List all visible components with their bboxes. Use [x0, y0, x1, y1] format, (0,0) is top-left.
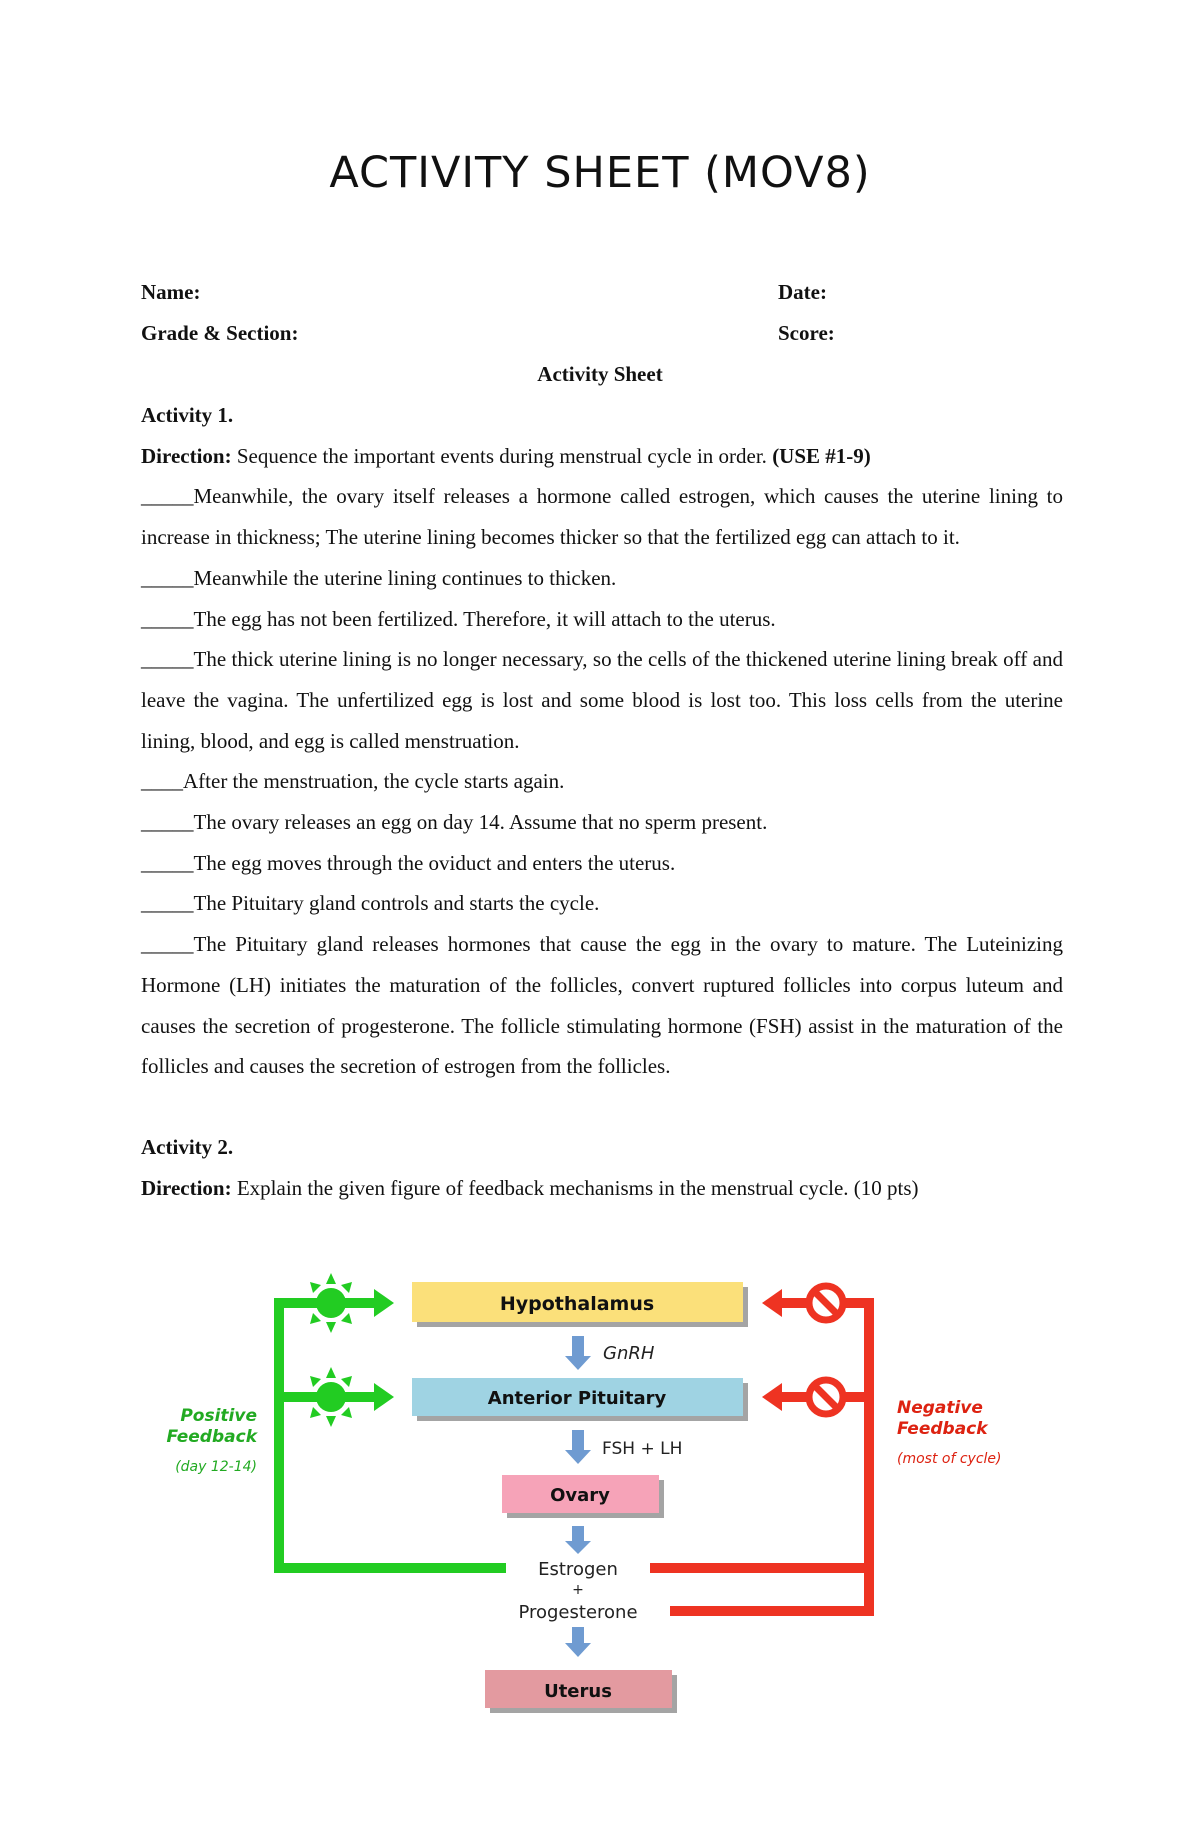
activity1-direction-label: Direction: — [141, 443, 232, 468]
sequence-item-text: The egg has not been fertilized. Therefore, it will attach to the uterus. — [193, 606, 776, 631]
activity1-heading: Activity 1. — [141, 403, 234, 427]
sequence-item — [141, 599, 1063, 640]
positive-loop-line — [279, 1303, 506, 1568]
sequence-item — [141, 802, 1063, 843]
date-label: Date: — [778, 280, 827, 304]
arrow-down-icon — [565, 1430, 591, 1464]
sequence-item-text: The ovary releases an egg on day 14. Assume that no sperm present. — [193, 810, 768, 835]
gnrh-label: GnRH — [603, 1343, 655, 1364]
arrow-down-icon — [565, 1627, 591, 1657]
answer-blank: _____ — [141, 565, 194, 590]
sequence-item-text: After the menstruation, the cycle starts again. — [183, 769, 565, 794]
activity1-direction-note: (USE #1-9) — [772, 443, 871, 468]
answer-blank: _____ — [141, 647, 194, 672]
score-label: Score: — [778, 321, 835, 345]
positive-feedback-line2: Feedback — [166, 1427, 257, 1447]
positive-arrowhead-hypothalamus — [374, 1289, 394, 1317]
answer-blank: _____ — [141, 932, 194, 957]
sequence-item — [141, 558, 1063, 599]
progesterone-label: Progesterone — [518, 1602, 638, 1623]
answer-blank: _____ — [141, 810, 194, 835]
fsh-lh-label: FSH + LH — [602, 1439, 683, 1459]
negative-arrowhead-hypothalamus — [762, 1289, 782, 1317]
grade-section-label: Grade & Section: — [141, 321, 299, 345]
sequence-item-text: The egg moves through the oviduct and enters the uterus. — [193, 850, 676, 875]
negative-feedback-loop — [650, 1286, 874, 1611]
answer-blank: _____ — [141, 891, 194, 916]
negative-feedback-line2: Feedback — [897, 1419, 988, 1439]
negative-feedback-note: (most of cycle) — [897, 1451, 1002, 1467]
activity1-direction-text: Sequence the important events during menstrual cycle in order. — [231, 443, 773, 468]
hypothalamus-box — [412, 1282, 743, 1322]
page-title: ACTIVITY SHEET (MOV8) — [329, 148, 871, 198]
answer-blank: _____ — [141, 606, 194, 631]
name-label: Name: — [141, 280, 201, 304]
activity-sheet-subtitle: Activity Sheet — [537, 362, 663, 386]
sequence-item — [141, 761, 1063, 802]
sequence-item-text: Meanwhile the uterine lining continues to thicken. — [193, 565, 617, 590]
uterus-box — [485, 1670, 672, 1708]
negative-loop-line — [650, 1303, 869, 1568]
arrow-down-icon — [565, 1336, 591, 1370]
negative-arrowhead-pituitary — [762, 1383, 782, 1411]
sequence-item — [141, 639, 1063, 761]
sequence-item — [141, 883, 1063, 924]
anterior-pituitary-box — [412, 1378, 743, 1416]
no-entry-icon — [809, 1286, 843, 1320]
negative-feedback-line1: Negative — [897, 1398, 983, 1418]
estrogen-label: Estrogen — [538, 1559, 618, 1580]
answer-blank: _____ — [141, 484, 194, 509]
positive-arrowhead-pituitary — [374, 1383, 394, 1411]
feedback-diagram — [150, 1270, 1030, 1720]
sequence-item-text: Meanwhile, the ovary itself releases a hormone called estrogen, which causes the uterine lining to increase in thickness; The uterine lining becomes thicker so that the fertilized egg can attach to it. — [141, 484, 1063, 550]
activity-content — [141, 395, 1063, 1208]
sequence-item-text: The Pituitary gland releases hormones that cause the egg in the ovary to mature. The Luteinizing Hormone (LH) initiates the maturation of the follicles, convert ruptured follicles into corpus luteum and causes the secretion of progesterone. The follicle stimulating hormone (FSH) assist in the maturation of the follicles and causes the secretion of estrogen from the follicles. — [141, 932, 1063, 1079]
sequence-item — [141, 924, 1063, 1087]
feedback-diagram-svg — [150, 1270, 1030, 1720]
positive-feedback-note: (day 12-14) — [175, 1459, 257, 1475]
answer-blank: ____ — [141, 769, 183, 794]
sun-icon — [301, 1367, 361, 1427]
uterus-label: Uterus — [544, 1681, 612, 1702]
sequence-item — [141, 843, 1063, 884]
ovary-box — [502, 1475, 659, 1513]
hypothalamus-label: Hypothalamus — [499, 1293, 655, 1315]
answer-blank: _____ — [141, 850, 194, 875]
sequence-item — [141, 476, 1063, 557]
plus-label: + — [572, 1582, 584, 1598]
sun-icon — [301, 1273, 361, 1333]
ovary-label: Ovary — [550, 1485, 610, 1506]
positive-feedback-line1: Positive — [180, 1406, 257, 1426]
activity2-heading: Activity 2. — [141, 1134, 234, 1159]
activity2-direction-text: Explain the given figure of feedback mechanisms in the menstrual cycle. (10 pts) — [231, 1175, 919, 1200]
anterior-pituitary-label: Anterior Pituitary — [487, 1388, 667, 1409]
sequence-item-text: The thick uterine lining is no longer necessary, so the cells of the thickened uterine lining break off and leave the vagina. The unfertilized egg is lost and some blood is lost too. This loss cells from the uterine lining, blood, and egg is called menstruation. — [141, 647, 1063, 753]
activity1-direction — [141, 436, 1063, 477]
sequence-item-text: The Pituitary gland controls and starts the cycle. — [193, 891, 600, 916]
no-entry-icon — [809, 1380, 843, 1414]
activity2-direction-label: Direction: — [141, 1175, 232, 1200]
activity2-direction — [141, 1168, 1063, 1209]
arrow-down-icon — [565, 1526, 591, 1554]
